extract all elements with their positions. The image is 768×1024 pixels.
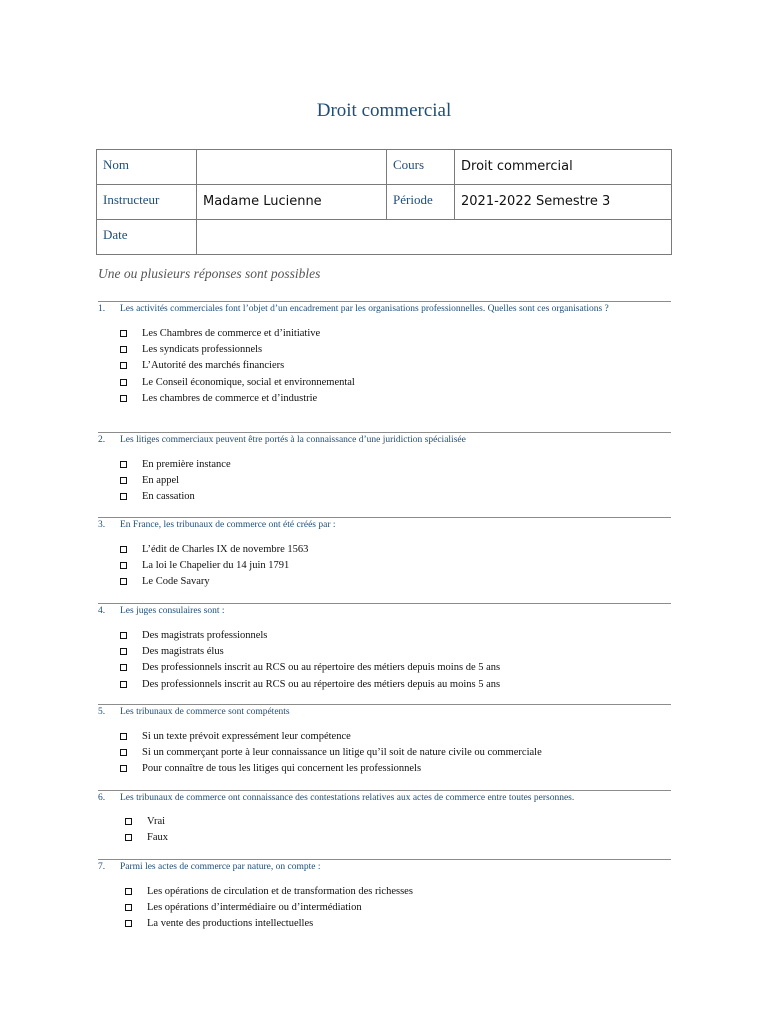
option-item[interactable] [98, 341, 671, 357]
checkbox[interactable] [120, 346, 127, 353]
nom-label: Nom [97, 150, 197, 185]
checkbox[interactable] [120, 765, 127, 772]
option-item[interactable] [98, 627, 671, 643]
option-item[interactable] [98, 456, 671, 472]
question-label: Les tribunaux de commerce sont compétents [120, 707, 290, 717]
option-item[interactable] [98, 829, 671, 845]
option-label: Le Conseil économique, social et environnemental [142, 376, 355, 388]
divider [98, 790, 671, 791]
question-3 [98, 517, 671, 590]
option-item[interactable] [98, 541, 671, 557]
option-list [98, 456, 671, 505]
option-label: Des magistrats élus [142, 645, 224, 657]
periode-label: Période [387, 185, 455, 220]
option-label: Des magistrats professionnels [142, 629, 268, 641]
divider [98, 301, 671, 302]
checkbox[interactable] [125, 888, 132, 895]
option-label: En appel [142, 474, 180, 486]
instructeur-label: Instructeur [97, 185, 197, 220]
nom-field[interactable] [197, 150, 387, 185]
option-item[interactable] [98, 472, 671, 488]
checkbox[interactable] [120, 733, 127, 740]
date-field[interactable] [197, 220, 672, 255]
option-label: Les syndicats professionnels [142, 343, 263, 355]
question-number: 1. [98, 304, 106, 314]
question-7 [98, 859, 671, 932]
option-label: Faux [147, 831, 168, 843]
option-label: Si un commerçant porte à leur connaissance un litige qu’il soit de nature civile ou commerciale [142, 746, 542, 758]
option-list [98, 325, 671, 406]
question-4 [98, 603, 671, 692]
question-number: 4. [98, 606, 106, 616]
question-text [98, 303, 671, 316]
checkbox[interactable] [120, 648, 127, 655]
question-6 [98, 790, 671, 846]
option-item[interactable] [98, 744, 671, 760]
question-text [98, 519, 671, 532]
option-item[interactable] [98, 660, 671, 676]
question-text [98, 792, 671, 805]
checkbox[interactable] [120, 395, 127, 402]
option-item[interactable] [98, 489, 671, 505]
option-list [98, 883, 671, 932]
checkbox[interactable] [120, 330, 127, 337]
divider [98, 859, 671, 860]
checkbox[interactable] [120, 493, 127, 500]
option-label: Des professionnels inscrit au RCS ou au répertoire des métiers depuis au moins 5 ans [142, 678, 501, 690]
checkbox[interactable] [120, 461, 127, 468]
checkbox[interactable] [120, 362, 127, 369]
question-label: En France, les tribunaux de commerce ont été créés par : [120, 520, 336, 530]
question-label: Les tribunaux de commerce ont connaissance des contestations relatives aux actes de commerce entre toutes personnes. [120, 793, 575, 803]
question-number: 3. [98, 520, 106, 530]
checkbox[interactable] [120, 546, 127, 553]
option-item[interactable] [98, 325, 671, 341]
checkbox[interactable] [120, 749, 127, 756]
instructeur-value: Madame Lucienne [197, 185, 387, 220]
option-item[interactable] [98, 883, 671, 899]
checkbox[interactable] [120, 379, 127, 386]
page-title: Droit commercial [316, 100, 452, 121]
divider [98, 432, 671, 433]
option-label: Vrai [147, 815, 166, 827]
divider [98, 603, 671, 604]
question-label: Les activités commerciales font l’objet d’un encadrement par les organisations professionnelles. Quelles sont ces organisations ? [120, 304, 609, 314]
question-number: 6. [98, 793, 106, 803]
question-text [98, 706, 671, 719]
option-item[interactable] [98, 813, 671, 829]
question-text [98, 861, 671, 874]
option-item[interactable] [98, 358, 671, 374]
checkbox[interactable] [120, 562, 127, 569]
option-label: Les Chambres de commerce et d’initiative [142, 327, 321, 339]
checkbox[interactable] [120, 664, 127, 671]
option-item[interactable] [98, 643, 671, 659]
divider [98, 704, 671, 705]
option-item[interactable] [98, 557, 671, 573]
option-item[interactable] [98, 676, 671, 692]
date-label: Date [97, 220, 197, 255]
info-table [96, 149, 672, 255]
question-number: 5. [98, 707, 106, 717]
checkbox[interactable] [125, 904, 132, 911]
question-label: Les juges consulaires sont : [120, 606, 225, 616]
option-label: L’Autorité des marchés financiers [142, 360, 285, 372]
checkbox[interactable] [125, 834, 132, 841]
option-list [98, 813, 671, 846]
checkbox[interactable] [120, 578, 127, 585]
option-label: En cassation [142, 491, 195, 503]
question-1 [98, 301, 671, 406]
option-item[interactable] [98, 761, 671, 777]
checkbox[interactable] [120, 477, 127, 484]
option-label: Le Code Savary [142, 576, 210, 588]
option-item[interactable] [98, 728, 671, 744]
option-item[interactable] [98, 574, 671, 590]
cours-value: Droit commercial [455, 150, 672, 185]
question-text [98, 434, 671, 447]
option-label: Si un texte prévoit expressément leur compétence [142, 730, 351, 742]
question-5 [98, 704, 671, 777]
question-label: Parmi les actes de commerce par nature, on compte : [120, 862, 321, 872]
option-label: Les opérations d’intermédiaire ou d’intermédiation [147, 901, 362, 913]
option-label: Les opérations de circulation et de transformation des richesses [147, 885, 413, 897]
checkbox[interactable] [125, 920, 132, 927]
question-2 [98, 432, 671, 505]
option-label: Des professionnels inscrit au RCS ou au répertoire des métiers depuis moins de 5 ans [142, 662, 501, 674]
checkbox[interactable] [120, 632, 127, 639]
option-item[interactable] [98, 390, 671, 406]
instructions: Une ou plusieurs réponses sont possibles [98, 266, 321, 281]
question-label: Les litiges commerciaux peuvent être portés à la connaissance d’une juridiction spécialisée [120, 435, 466, 445]
option-list [98, 728, 671, 777]
periode-value: 2021-2022 Semestre 3 [455, 185, 672, 220]
option-label: La vente des productions intellectuelles [147, 918, 314, 930]
cours-label: Cours [387, 150, 455, 185]
option-list [98, 541, 671, 590]
option-item[interactable] [98, 899, 671, 915]
option-label: La loi le Chapelier du 14 juin 1791 [142, 559, 290, 571]
checkbox[interactable] [125, 818, 132, 825]
option-item[interactable] [98, 374, 671, 390]
checkbox[interactable] [120, 681, 127, 688]
option-label: Les chambres de commerce et d’industrie [142, 392, 318, 404]
question-number: 7. [98, 862, 106, 872]
option-list [98, 627, 671, 692]
question-number: 2. [98, 435, 106, 445]
option-label: Pour connaître de tous les litiges qui concernent les professionnels [142, 763, 422, 775]
option-label: En première instance [142, 458, 231, 470]
option-label: L’édit de Charles IX de novembre 1563 [142, 543, 309, 555]
divider [98, 517, 671, 518]
question-text [98, 605, 671, 618]
option-item[interactable] [98, 916, 671, 932]
